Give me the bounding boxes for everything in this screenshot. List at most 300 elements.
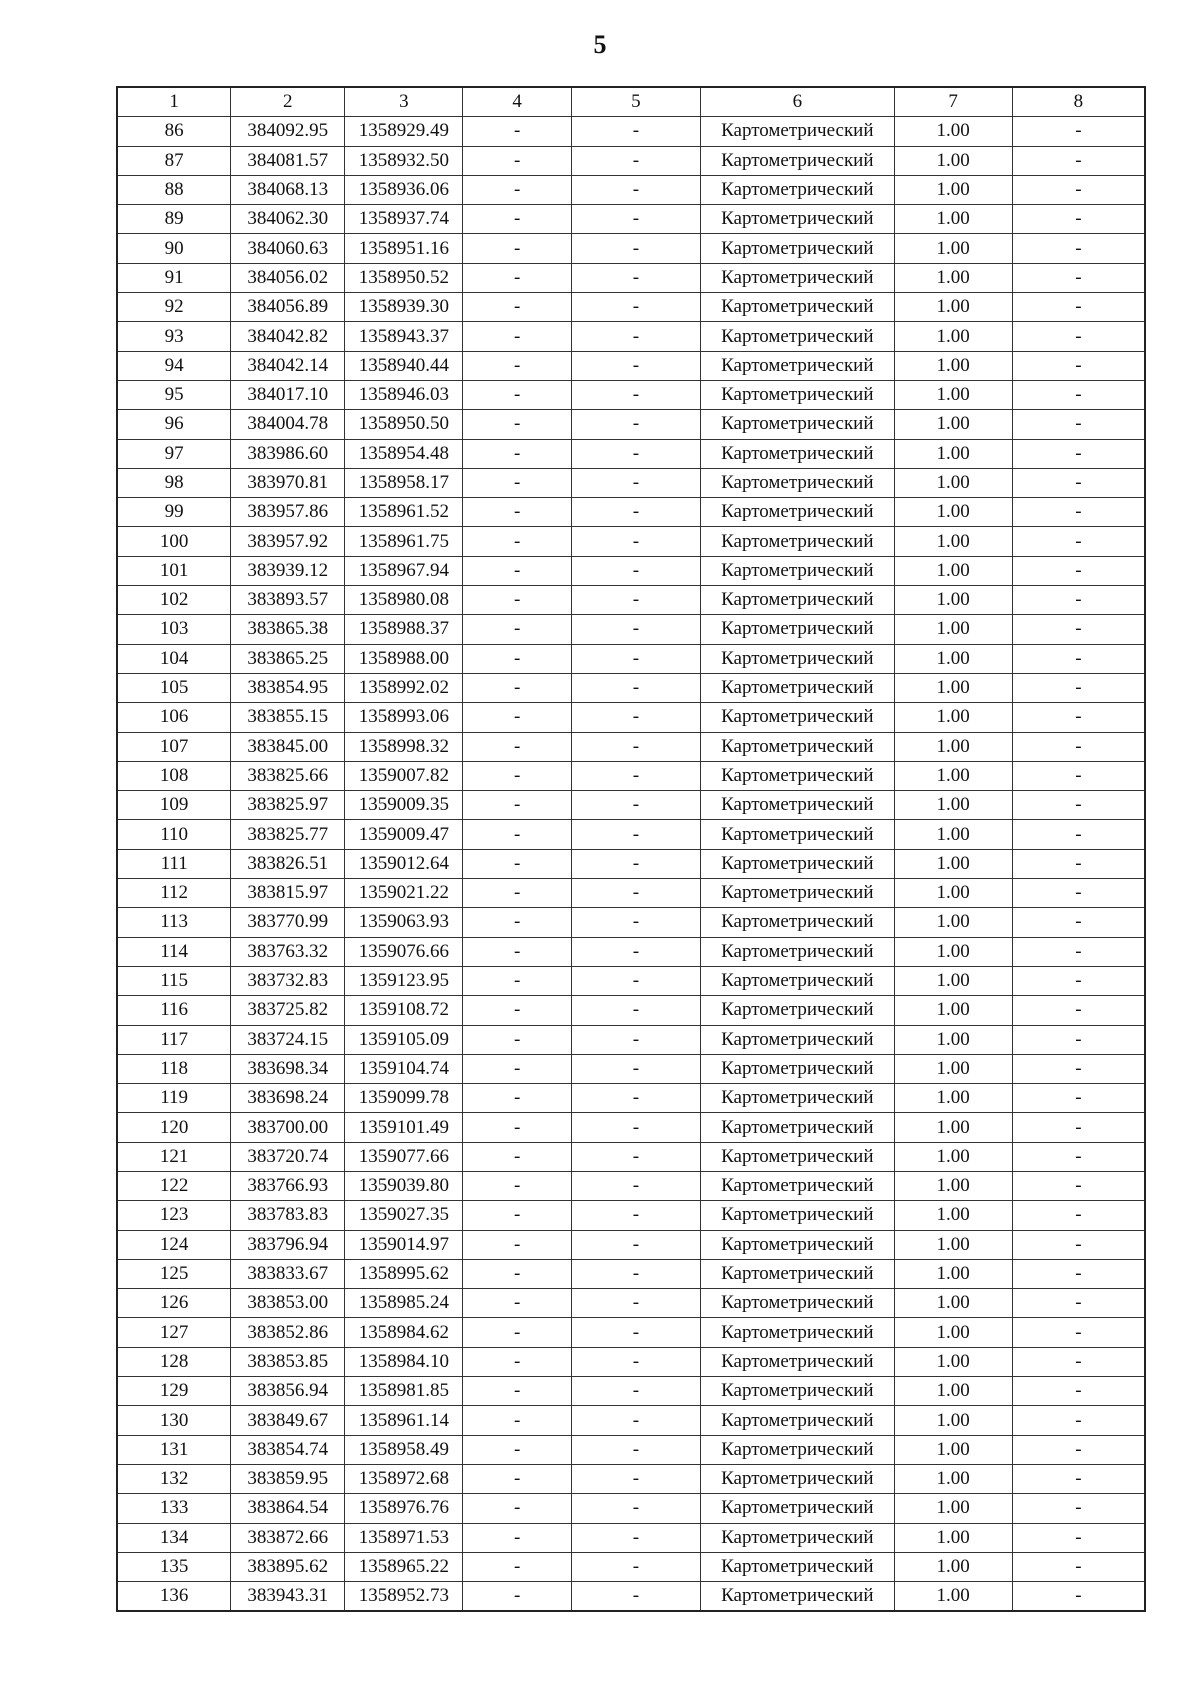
- table-row: [117, 586, 1145, 615]
- table-cell-col-7: 1.00: [894, 1142, 1012, 1171]
- table-cell-col-1: 87: [117, 146, 231, 175]
- table-cell-col-7: 1.00: [894, 351, 1012, 380]
- table-cell-col-2: 383826.51: [231, 849, 345, 878]
- table-cell-col-4: -: [463, 1523, 571, 1552]
- table-cell-col-7: 1.00: [894, 1377, 1012, 1406]
- table-cell-col-6: Картометрический: [701, 117, 894, 146]
- table-row: [117, 146, 1145, 175]
- table-cell-col-7: 1.00: [894, 146, 1012, 175]
- table-cell-col-1: 136: [117, 1582, 231, 1612]
- table-cell-col-8: -: [1012, 1552, 1145, 1581]
- table-row: [117, 263, 1145, 292]
- table-row: [117, 1406, 1145, 1435]
- table-cell-col-5: -: [571, 1494, 700, 1523]
- table-cell-col-6: Картометрический: [701, 673, 894, 702]
- table-cell-col-6: Картометрический: [701, 351, 894, 380]
- table-cell-col-5: -: [571, 1025, 700, 1054]
- table-cell-col-4: -: [463, 966, 571, 995]
- table-cell-col-5: -: [571, 820, 700, 849]
- table-row: [117, 791, 1145, 820]
- table-cell-col-4: -: [463, 468, 571, 497]
- table-row: [117, 175, 1145, 204]
- table-cell-col-7: 1.00: [894, 1054, 1012, 1083]
- table-row: [117, 1142, 1145, 1171]
- table-cell-col-3: 1358988.00: [345, 644, 463, 673]
- table-cell-col-2: 384056.02: [231, 263, 345, 292]
- table-cell-col-3: 1359104.74: [345, 1054, 463, 1083]
- table-cell-col-5: -: [571, 410, 700, 439]
- table-cell-col-4: -: [463, 732, 571, 761]
- table-cell-col-6: Картометрический: [701, 1318, 894, 1347]
- table-cell-col-8: -: [1012, 351, 1145, 380]
- table-cell-col-7: 1.00: [894, 1289, 1012, 1318]
- table-cell-col-8: -: [1012, 1054, 1145, 1083]
- table-row: [117, 996, 1145, 1025]
- table-cell-col-6: Картометрический: [701, 1435, 894, 1464]
- table-row: [117, 234, 1145, 263]
- column-header-4: 4: [463, 87, 571, 117]
- table-cell-col-2: 383698.34: [231, 1054, 345, 1083]
- table-cell-col-2: 383893.57: [231, 586, 345, 615]
- table-row: [117, 322, 1145, 351]
- table-cell-col-1: 125: [117, 1259, 231, 1288]
- table-cell-col-8: -: [1012, 527, 1145, 556]
- table-cell-col-5: -: [571, 644, 700, 673]
- table-cell-col-7: 1.00: [894, 527, 1012, 556]
- table-cell-col-8: -: [1012, 1494, 1145, 1523]
- table-cell-col-7: 1.00: [894, 1230, 1012, 1259]
- table-cell-col-1: 108: [117, 761, 231, 790]
- table-row: [117, 380, 1145, 409]
- table-cell-col-6: Картометрический: [701, 146, 894, 175]
- table-cell-col-7: 1.00: [894, 439, 1012, 468]
- table-cell-col-3: 1358951.16: [345, 234, 463, 263]
- table-cell-col-5: -: [571, 937, 700, 966]
- table-cell-col-2: 383864.54: [231, 1494, 345, 1523]
- table-cell-col-4: -: [463, 263, 571, 292]
- table-cell-col-2: 384004.78: [231, 410, 345, 439]
- table-row: [117, 1464, 1145, 1493]
- table-cell-col-8: -: [1012, 117, 1145, 146]
- table-cell-col-4: -: [463, 673, 571, 702]
- table-cell-col-3: 1358995.62: [345, 1259, 463, 1288]
- table-cell-col-8: -: [1012, 732, 1145, 761]
- table-cell-col-3: 1358985.24: [345, 1289, 463, 1318]
- table-cell-col-2: 383856.94: [231, 1377, 345, 1406]
- table-cell-col-7: 1.00: [894, 1552, 1012, 1581]
- table-cell-col-6: Картометрический: [701, 1377, 894, 1406]
- column-header-7: 7: [894, 87, 1012, 117]
- table-cell-col-8: -: [1012, 644, 1145, 673]
- table-cell-col-3: 1359012.64: [345, 849, 463, 878]
- table-row: [117, 615, 1145, 644]
- table-cell-col-2: 383833.67: [231, 1259, 345, 1288]
- table-row: [117, 644, 1145, 673]
- table-cell-col-6: Картометрический: [701, 293, 894, 322]
- column-header-6: 6: [701, 87, 894, 117]
- table-cell-col-7: 1.00: [894, 410, 1012, 439]
- table-cell-col-2: 383970.81: [231, 468, 345, 497]
- table-cell-col-6: Картометрический: [701, 1406, 894, 1435]
- table-cell-col-5: -: [571, 996, 700, 1025]
- table-cell-col-4: -: [463, 1054, 571, 1083]
- table-cell-col-1: 132: [117, 1464, 231, 1493]
- table-cell-col-6: Картометрический: [701, 498, 894, 527]
- table-cell-col-3: 1359021.22: [345, 879, 463, 908]
- table-cell-col-7: 1.00: [894, 1347, 1012, 1376]
- table-cell-col-8: -: [1012, 322, 1145, 351]
- table-cell-col-8: -: [1012, 1142, 1145, 1171]
- table-cell-col-4: -: [463, 1318, 571, 1347]
- table-row: [117, 556, 1145, 585]
- table-row: [117, 966, 1145, 995]
- table-cell-col-8: -: [1012, 234, 1145, 263]
- table-cell-col-5: -: [571, 1464, 700, 1493]
- table-cell-col-1: 116: [117, 996, 231, 1025]
- table-cell-col-6: Картометрический: [701, 849, 894, 878]
- table-cell-col-6: Картометрический: [701, 380, 894, 409]
- table-row: [117, 1113, 1145, 1142]
- table-cell-col-8: -: [1012, 908, 1145, 937]
- table-cell-col-3: 1359039.80: [345, 1171, 463, 1200]
- table-cell-col-5: -: [571, 849, 700, 878]
- table-cell-col-5: -: [571, 1552, 700, 1581]
- table-cell-col-4: -: [463, 293, 571, 322]
- table-cell-col-2: 383986.60: [231, 439, 345, 468]
- table-cell-col-7: 1.00: [894, 1084, 1012, 1113]
- table-cell-col-1: 123: [117, 1201, 231, 1230]
- table-row: [117, 1435, 1145, 1464]
- table-cell-col-4: -: [463, 351, 571, 380]
- table-cell-col-5: -: [571, 322, 700, 351]
- table-cell-col-7: 1.00: [894, 1523, 1012, 1552]
- table-cell-col-2: 383859.95: [231, 1464, 345, 1493]
- table-cell-col-8: -: [1012, 879, 1145, 908]
- table-cell-col-3: 1358984.10: [345, 1347, 463, 1376]
- table-cell-col-5: -: [571, 1230, 700, 1259]
- table-row: [117, 293, 1145, 322]
- table-cell-col-5: -: [571, 879, 700, 908]
- table-cell-col-8: -: [1012, 1259, 1145, 1288]
- table-cell-col-1: 107: [117, 732, 231, 761]
- table-cell-col-1: 102: [117, 586, 231, 615]
- table-cell-col-1: 101: [117, 556, 231, 585]
- table-cell-col-8: -: [1012, 1523, 1145, 1552]
- table-cell-col-8: -: [1012, 263, 1145, 292]
- table-cell-col-1: 127: [117, 1318, 231, 1347]
- table-cell-col-5: -: [571, 791, 700, 820]
- table-cell-col-2: 383957.86: [231, 498, 345, 527]
- table-cell-col-7: 1.00: [894, 937, 1012, 966]
- table-cell-col-5: -: [571, 1054, 700, 1083]
- table-cell-col-6: Картометрический: [701, 820, 894, 849]
- table-cell-col-1: 112: [117, 879, 231, 908]
- table-cell-col-6: Картометрический: [701, 644, 894, 673]
- table-cell-col-6: Картометрический: [701, 1113, 894, 1142]
- table-cell-col-4: -: [463, 703, 571, 732]
- table-cell-col-6: Картометрический: [701, 439, 894, 468]
- table-cell-col-2: 383895.62: [231, 1552, 345, 1581]
- table-cell-col-1: 111: [117, 849, 231, 878]
- table-cell-col-4: -: [463, 117, 571, 146]
- table-cell-col-7: 1.00: [894, 1494, 1012, 1523]
- table-cell-col-2: 384081.57: [231, 146, 345, 175]
- table-cell-col-7: 1.00: [894, 1171, 1012, 1200]
- table-cell-col-4: -: [463, 1494, 571, 1523]
- table-cell-col-3: 1359099.78: [345, 1084, 463, 1113]
- table-cell-col-8: -: [1012, 1464, 1145, 1493]
- table-cell-col-2: 383725.82: [231, 996, 345, 1025]
- table-cell-col-1: 97: [117, 439, 231, 468]
- column-header-5: 5: [571, 87, 700, 117]
- table-cell-col-8: -: [1012, 996, 1145, 1025]
- table-cell-col-3: 1358981.85: [345, 1377, 463, 1406]
- table-cell-col-4: -: [463, 410, 571, 439]
- table-cell-col-1: 88: [117, 175, 231, 204]
- table-cell-col-7: 1.00: [894, 293, 1012, 322]
- table-cell-col-4: -: [463, 1582, 571, 1612]
- table-cell-col-1: 110: [117, 820, 231, 849]
- table-cell-col-8: -: [1012, 937, 1145, 966]
- table-row: [117, 820, 1145, 849]
- table-cell-col-3: 1358980.08: [345, 586, 463, 615]
- table-cell-col-5: -: [571, 1347, 700, 1376]
- table-cell-col-1: 86: [117, 117, 231, 146]
- table-cell-col-8: -: [1012, 1171, 1145, 1200]
- table-cell-col-5: -: [571, 1523, 700, 1552]
- table-cell-col-1: 133: [117, 1494, 231, 1523]
- table-cell-col-7: 1.00: [894, 849, 1012, 878]
- table-cell-col-5: -: [571, 205, 700, 234]
- table-cell-col-8: -: [1012, 1582, 1145, 1612]
- table-cell-col-5: -: [571, 1142, 700, 1171]
- table-row: [117, 1259, 1145, 1288]
- table-cell-col-8: -: [1012, 673, 1145, 702]
- table-cell-col-6: Картометрический: [701, 205, 894, 234]
- table-cell-col-6: Картометрический: [701, 1025, 894, 1054]
- coordinates-table: [116, 86, 1146, 1612]
- table-cell-col-2: 383724.15: [231, 1025, 345, 1054]
- table-cell-col-3: 1358943.37: [345, 322, 463, 351]
- table-row: [117, 117, 1145, 146]
- table-cell-col-5: -: [571, 351, 700, 380]
- table-cell-col-6: Картометрический: [701, 791, 894, 820]
- table-cell-col-5: -: [571, 146, 700, 175]
- table-cell-col-3: 1358936.06: [345, 175, 463, 204]
- table-cell-col-2: 383766.93: [231, 1171, 345, 1200]
- table-cell-col-3: 1358971.53: [345, 1523, 463, 1552]
- table-cell-col-3: 1358976.76: [345, 1494, 463, 1523]
- table-cell-col-1: 106: [117, 703, 231, 732]
- table-cell-col-3: 1359077.66: [345, 1142, 463, 1171]
- table-cell-col-5: -: [571, 1289, 700, 1318]
- table-cell-col-3: 1358954.48: [345, 439, 463, 468]
- table-cell-col-3: 1358940.44: [345, 351, 463, 380]
- table-cell-col-4: -: [463, 1084, 571, 1113]
- table-row: [117, 908, 1145, 937]
- table-cell-col-3: 1358961.14: [345, 1406, 463, 1435]
- table-cell-col-4: -: [463, 234, 571, 263]
- table-cell-col-1: 95: [117, 380, 231, 409]
- header-row: [117, 87, 1145, 117]
- table-cell-col-5: -: [571, 380, 700, 409]
- table-row: [117, 527, 1145, 556]
- table-cell-col-6: Картометрический: [701, 1347, 894, 1376]
- table-cell-col-8: -: [1012, 175, 1145, 204]
- table-cell-col-7: 1.00: [894, 1464, 1012, 1493]
- table-cell-col-8: -: [1012, 1289, 1145, 1318]
- table-cell-col-4: -: [463, 380, 571, 409]
- table-cell-col-6: Картометрический: [701, 263, 894, 292]
- table-cell-col-5: -: [571, 498, 700, 527]
- table-cell-col-3: 1358950.52: [345, 263, 463, 292]
- table-cell-col-2: 383770.99: [231, 908, 345, 937]
- table-cell-col-2: 384062.30: [231, 205, 345, 234]
- table-cell-col-4: -: [463, 1552, 571, 1581]
- table-cell-col-6: Картометрический: [701, 586, 894, 615]
- table-cell-col-8: -: [1012, 586, 1145, 615]
- table-row: [117, 439, 1145, 468]
- table-cell-col-6: Картометрический: [701, 996, 894, 1025]
- table-row: [117, 732, 1145, 761]
- table-cell-col-3: 1358932.50: [345, 146, 463, 175]
- table-cell-col-2: 384042.82: [231, 322, 345, 351]
- table-cell-col-2: 383796.94: [231, 1230, 345, 1259]
- table-cell-col-8: -: [1012, 556, 1145, 585]
- table-cell-col-7: 1.00: [894, 1025, 1012, 1054]
- table-cell-col-7: 1.00: [894, 615, 1012, 644]
- table-body: [117, 117, 1145, 1612]
- table-cell-col-4: -: [463, 791, 571, 820]
- table-cell-col-8: -: [1012, 1318, 1145, 1347]
- table-cell-col-7: 1.00: [894, 586, 1012, 615]
- table-cell-col-8: -: [1012, 1113, 1145, 1142]
- table-cell-col-3: 1358958.17: [345, 468, 463, 497]
- table-cell-col-2: 383853.00: [231, 1289, 345, 1318]
- table-cell-col-4: -: [463, 1289, 571, 1318]
- table-row: [117, 879, 1145, 908]
- table-cell-col-1: 105: [117, 673, 231, 702]
- column-header-1: 1: [117, 87, 231, 117]
- table-cell-col-2: 383732.83: [231, 966, 345, 995]
- table-cell-col-8: -: [1012, 498, 1145, 527]
- table-cell-col-7: 1.00: [894, 234, 1012, 263]
- table-cell-col-6: Картометрический: [701, 527, 894, 556]
- table-cell-col-7: 1.00: [894, 1406, 1012, 1435]
- table-cell-col-5: -: [571, 615, 700, 644]
- table-cell-col-1: 103: [117, 615, 231, 644]
- table-cell-col-4: -: [463, 1435, 571, 1464]
- table-cell-col-3: 1358988.37: [345, 615, 463, 644]
- table-row: [117, 1230, 1145, 1259]
- table-cell-col-2: 384060.63: [231, 234, 345, 263]
- column-header-3: 3: [345, 87, 463, 117]
- table-cell-col-4: -: [463, 1230, 571, 1259]
- table-cell-col-2: 383825.66: [231, 761, 345, 790]
- table-row: [117, 1025, 1145, 1054]
- table-cell-col-4: -: [463, 205, 571, 234]
- table-cell-col-5: -: [571, 1377, 700, 1406]
- table-cell-col-8: -: [1012, 761, 1145, 790]
- table-cell-col-8: -: [1012, 293, 1145, 322]
- table-cell-col-1: 115: [117, 966, 231, 995]
- table-row: [117, 410, 1145, 439]
- table-cell-col-3: 1358929.49: [345, 117, 463, 146]
- table-cell-col-2: 383700.00: [231, 1113, 345, 1142]
- table-cell-col-8: -: [1012, 439, 1145, 468]
- table-cell-col-4: -: [463, 908, 571, 937]
- table-cell-col-5: -: [571, 263, 700, 292]
- table-cell-col-6: Картометрический: [701, 1259, 894, 1288]
- table-cell-col-3: 1358998.32: [345, 732, 463, 761]
- table-cell-col-6: Картометрический: [701, 1464, 894, 1493]
- table-cell-col-2: 383825.97: [231, 791, 345, 820]
- table-cell-col-4: -: [463, 615, 571, 644]
- table-row: [117, 205, 1145, 234]
- table-cell-col-7: 1.00: [894, 468, 1012, 497]
- table-cell-col-1: 94: [117, 351, 231, 380]
- table-cell-col-1: 99: [117, 498, 231, 527]
- table-cell-col-6: Картометрический: [701, 966, 894, 995]
- table-row: [117, 703, 1145, 732]
- table-cell-col-3: 1359009.47: [345, 820, 463, 849]
- table-row: [117, 498, 1145, 527]
- table-cell-col-2: 383815.97: [231, 879, 345, 908]
- table-cell-col-4: -: [463, 1347, 571, 1376]
- table-cell-col-1: 119: [117, 1084, 231, 1113]
- table-cell-col-1: 109: [117, 791, 231, 820]
- table-cell-col-6: Картометрический: [701, 615, 894, 644]
- table-cell-col-6: Картометрический: [701, 1289, 894, 1318]
- table-cell-col-1: 98: [117, 468, 231, 497]
- table-cell-col-1: 126: [117, 1289, 231, 1318]
- table-cell-col-4: -: [463, 586, 571, 615]
- table-cell-col-4: -: [463, 527, 571, 556]
- table-cell-col-2: 384042.14: [231, 351, 345, 380]
- table-cell-col-4: -: [463, 1406, 571, 1435]
- table-cell-col-5: -: [571, 1318, 700, 1347]
- table-cell-col-7: 1.00: [894, 1201, 1012, 1230]
- table-cell-col-5: -: [571, 117, 700, 146]
- table-cell-col-3: 1358952.73: [345, 1582, 463, 1612]
- table-cell-col-2: 384056.89: [231, 293, 345, 322]
- table-cell-col-4: -: [463, 849, 571, 878]
- table-cell-col-2: 384017.10: [231, 380, 345, 409]
- table-cell-col-3: 1359014.97: [345, 1230, 463, 1259]
- table-cell-col-7: 1.00: [894, 732, 1012, 761]
- table-cell-col-2: 383763.32: [231, 937, 345, 966]
- table-cell-col-2: 383852.86: [231, 1318, 345, 1347]
- table-cell-col-2: 383854.95: [231, 673, 345, 702]
- table-cell-col-5: -: [571, 1113, 700, 1142]
- table-cell-col-7: 1.00: [894, 761, 1012, 790]
- table-row: [117, 1054, 1145, 1083]
- table-cell-col-2: 383698.24: [231, 1084, 345, 1113]
- table-cell-col-8: -: [1012, 468, 1145, 497]
- table-cell-col-4: -: [463, 322, 571, 351]
- table-row: [117, 673, 1145, 702]
- table-cell-col-3: 1358937.74: [345, 205, 463, 234]
- table-cell-col-6: Картометрический: [701, 556, 894, 585]
- table-cell-col-3: 1358961.75: [345, 527, 463, 556]
- table-cell-col-4: -: [463, 1142, 571, 1171]
- table-row: [117, 761, 1145, 790]
- table-cell-col-7: 1.00: [894, 175, 1012, 204]
- table-cell-col-2: 384068.13: [231, 175, 345, 204]
- table-row: [117, 1552, 1145, 1581]
- table-cell-col-3: 1358984.62: [345, 1318, 463, 1347]
- table-row: [117, 1347, 1145, 1376]
